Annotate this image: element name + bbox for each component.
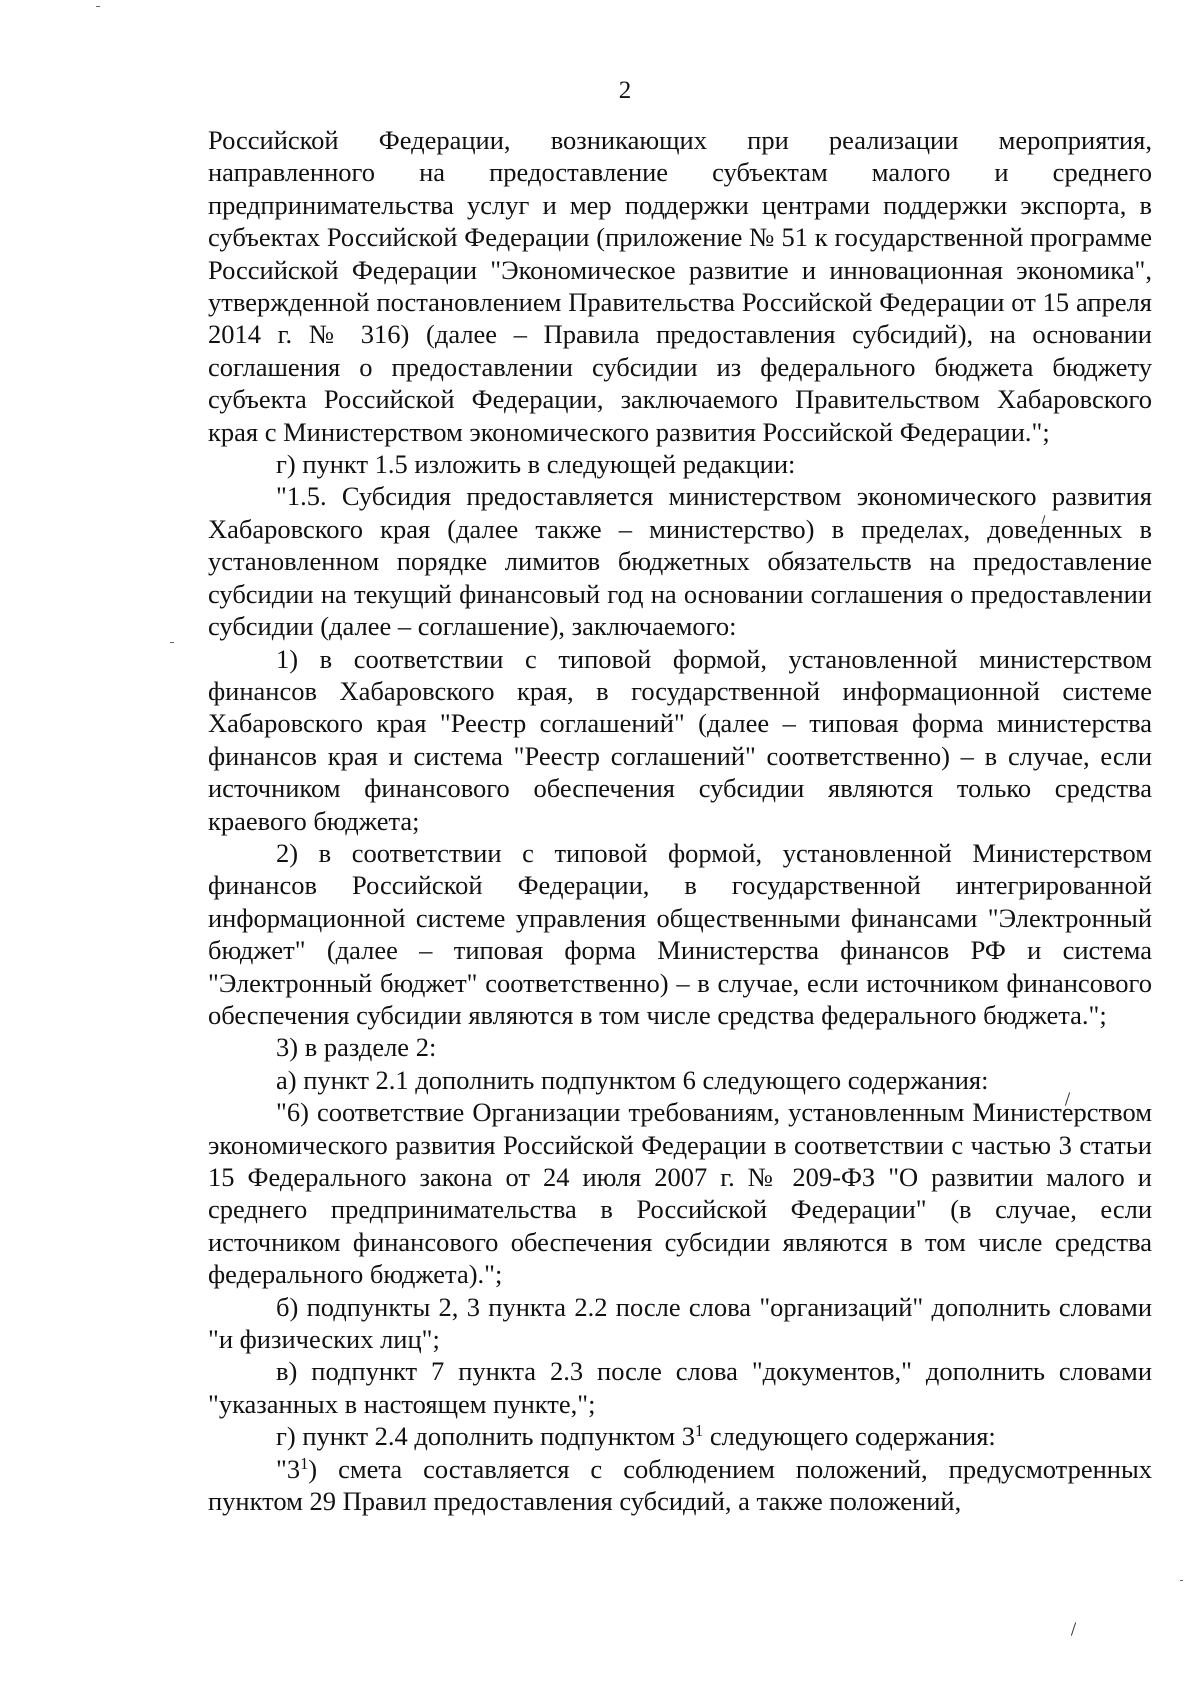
superscript: 1: [300, 1453, 309, 1473]
paragraph-9: б) подпункты 2, 3 пункта 2.2 после слова "организаций" дополнить словами "и физических лиц";: [208, 1291, 1152, 1355]
paragraph-7: а) пункт 2.1 дополнить подпунктом 6 следующего содержания:: [276, 1064, 989, 1095]
scan-artifact: [96, 6, 100, 7]
document-body: [208, 124, 1152, 1517]
scan-artifact: [170, 642, 174, 643]
paragraph-12-text: ) смета составляется с соблюдением положений, предусмотренных пунктом 29 Правил предоставления субсидий, а также положений,: [208, 1453, 1152, 1517]
page-number: 2: [618, 77, 632, 104]
paragraph-2: г) пункт 1.5 изложить в следующей редакции:: [276, 449, 796, 480]
paragraph-11-tail: следующего содержания:: [703, 1421, 996, 1452]
paragraph-1: Российской Федерации, возникающих при реализации мероприятия, направленного на предоставление субъектам малого и среднего предпринимательства услуг и мер поддержки центрами поддержки экспорта, в субъектах Российской Федерации (приложение № 51 к государственной программе Российской Федерации "Экономическое развитие и инновационная экономика", утвержденной постановлением Правительства Российской Федерации от 15 апреля 2014 г. № 316) (далее – Правила предоставления субсидий), на основании соглашения о предоставлении субсидии из федерального бюджета бюджету субъекта Российской Федерации, заключаемого Правительством Хабаровского края с Министерством экономического развития Российской Федерации.";: [208, 125, 1152, 447]
superscript: 1: [695, 1421, 704, 1441]
paragraph-10: в) подпункт 7 пункта 2.3 после слова "документов," дополнить словами "указанных в настоящем пункте,";: [208, 1356, 1152, 1419]
paragraph-8: "6) соответствие Организации требованиям, установленным Министерством экономического развития Российской Федерации в соответствии с частью 3 статьи 15 Федерального закона от 24 июля 2007 г. № 209-ФЗ "О развитии малого и среднего предпринимательства в Российской Федерации" (в случае, если источником финансового обеспечения субсидии являются в том числе средства федерального бюджета).";: [208, 1097, 1152, 1290]
paragraph-12: [208, 1453, 1152, 1518]
scan-artifact: [1180, 1580, 1183, 1581]
paragraph-11-text: г) пункт 2.4 дополнить подпунктом 3: [276, 1421, 696, 1452]
paragraph-6: 3) в разделе 2:: [276, 1032, 437, 1063]
paragraph-4: 1) в соответствии с типовой формой, установленной министерством финансов Хабаровского края, в государственной информационной системе Хабаровского края "Реестр соглашений" (далее – типовая форма министерства финансов края и система "Реестр соглашений" соответственно) – в случае, если источником финансового обеспечения субсидии являются только средства краевого бюджета;: [208, 643, 1152, 836]
paragraph-11: [208, 1420, 1152, 1452]
paragraph-3: "1.5. Субсидия предоставляется министерством экономического развития Хабаровского края (далее также – министерство) в пределах, доведенных в установленном порядке лимитов бюджетных обязательств на предоставление субсидии на текущий финансовый год на основании соглашения о предоставлении субсидии (далее – соглашение), заключаемого:: [208, 481, 1152, 642]
paragraph-5: 2) в соответствии с типовой формой, установленной Министерством финансов Российской Федерации, в государственной интегрированной информационной системе управления общественными финансами "Электронный бюджет" (далее – типовая форма Министерства финансов РФ и система "Электронный бюджет" соответственно) – в случае, если источником финансового обеспечения субсидии являются в том числе средства федерального бюджета.";: [208, 837, 1152, 1030]
paragraph-12-quote: "3: [276, 1453, 301, 1484]
pen-mark: [1071, 1622, 1076, 1636]
